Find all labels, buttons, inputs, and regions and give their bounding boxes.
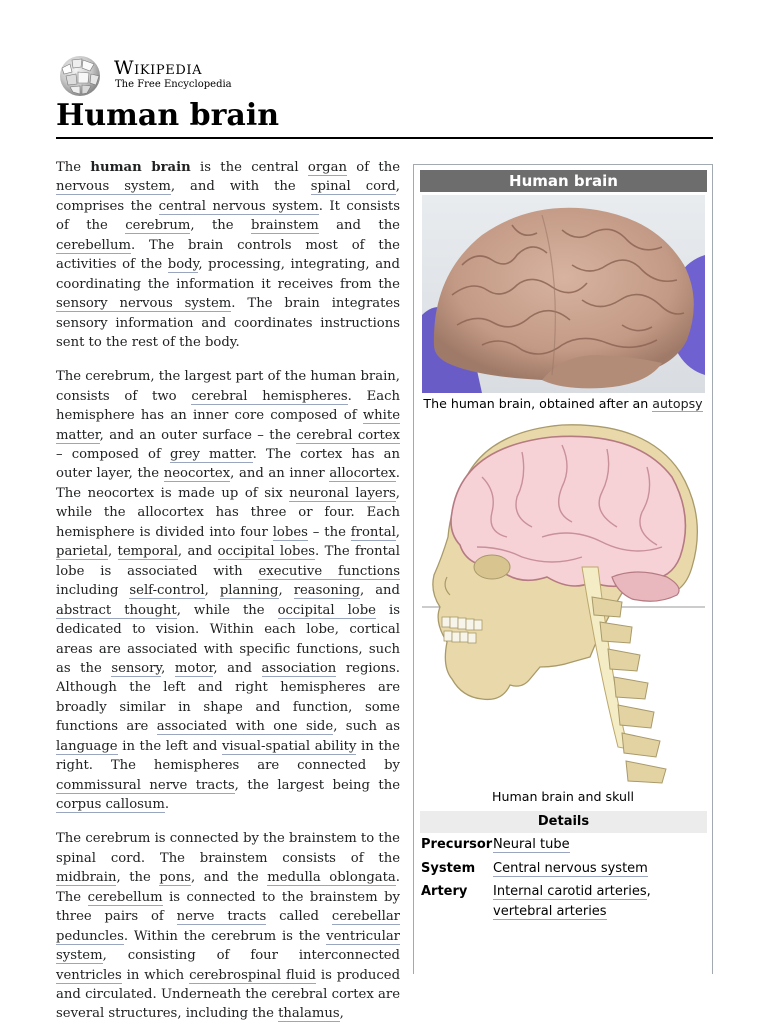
- text-run: , and: [360, 583, 400, 599]
- text-run: , consisting of four interconnected: [102, 948, 400, 964]
- cerebral-cortex-link[interactable]: cerebral cortex: [296, 427, 400, 443]
- photo-caption: [414, 396, 712, 412]
- lobes-link[interactable]: lobes: [272, 524, 308, 540]
- body-link[interactable]: body: [167, 257, 199, 273]
- nervous-system-link[interactable]: nervous system: [56, 179, 171, 195]
- text-run: in the left and: [117, 738, 222, 754]
- page-title: Human brain: [56, 98, 280, 133]
- text-run: is the central: [190, 160, 308, 175]
- text-run: The cerebrum, the largest part of the human brain, consists of two: [56, 369, 400, 404]
- text-run: is produced and circulated. Underneath the cerebral cortex are several structures, including the: [56, 967, 401, 1022]
- paragraph-brainstem: [56, 829, 400, 1024]
- cerebellum-link[interactable]: cerebellum: [87, 889, 163, 905]
- title-divider: [56, 137, 713, 139]
- corpus-callosum-link[interactable]: corpus callosum: [56, 797, 165, 813]
- bold-term: human brain: [90, 160, 191, 175]
- cerebrospinal-fluid-link[interactable]: cerebrospinal fluid: [189, 967, 316, 983]
- text-run: The cerebrum is connected by the brainstem to the spinal cord. The brainstem consists of the: [56, 831, 400, 866]
- text-run: ,: [108, 544, 118, 560]
- cerebellar-peduncles-link[interactable]: cerebellar peduncles: [56, 909, 400, 944]
- text-run: , while the allocortex has three or four. Each hemisphere is divided into four: [56, 485, 400, 540]
- motor-link[interactable]: motor: [174, 661, 214, 677]
- text-run: , such as: [333, 719, 400, 735]
- text-run: , and with the: [170, 179, 311, 195]
- infobox-title: Human brain: [420, 170, 707, 192]
- pons-link[interactable]: pons: [159, 870, 192, 886]
- text-run: . The brain controls most of the activities of the: [56, 237, 400, 273]
- text-run: ,: [278, 583, 294, 599]
- neuronal-layers-link[interactable]: neuronal layers: [289, 485, 396, 501]
- commissural-nerve-tracts-link[interactable]: commissural nerve tracts: [56, 777, 235, 793]
- text-run: , while the: [176, 602, 278, 618]
- sensory-link[interactable]: sensory: [111, 661, 162, 677]
- white-matter-link[interactable]: white matter: [56, 408, 400, 443]
- internal-carotid-arteries-link[interactable]: Internal carotid arteries: [493, 884, 647, 899]
- text-run: . The: [56, 870, 400, 905]
- text-run: . The cortex has an outer layer, the: [56, 447, 400, 482]
- executive-functions-link[interactable]: executive functions: [258, 563, 400, 579]
- association-link[interactable]: association: [261, 661, 337, 677]
- text-run: . The neocortex is made up of six: [56, 466, 400, 501]
- medulla-oblongata-link[interactable]: medulla oblongata: [267, 870, 396, 886]
- infobox: [413, 164, 713, 974]
- text-run: .: [164, 797, 170, 813]
- text-run: , and an inner: [230, 466, 330, 482]
- text-run: , and: [213, 661, 262, 677]
- site-header: [56, 54, 716, 94]
- paragraph-cerebrum: [56, 367, 400, 814]
- brain-skull-illustration[interactable]: [422, 417, 705, 789]
- neocortex-link[interactable]: neocortex: [163, 466, 231, 482]
- text-run: of the: [346, 160, 400, 175]
- text-run: ,: [339, 1006, 344, 1022]
- brain-photo[interactable]: [422, 195, 705, 393]
- midbrain-link[interactable]: midbrain: [56, 870, 117, 886]
- text-run: . It consists of the: [56, 198, 400, 234]
- parietal-link[interactable]: parietal: [56, 544, 109, 560]
- text-run: , and: [177, 544, 218, 560]
- text-run: , and the: [191, 870, 268, 886]
- nerve-tracts-link[interactable]: nerve tracts: [176, 909, 267, 925]
- cerebrum-link[interactable]: cerebrum: [125, 218, 191, 234]
- article-body: [56, 158, 400, 1024]
- text-run: – the: [307, 524, 351, 540]
- cerebellum-link[interactable]: cerebellum: [56, 237, 131, 253]
- row-label: Artery: [421, 884, 468, 899]
- photo-caption-text: The human brain, obtained after an: [423, 396, 653, 411]
- thalamus-link[interactable]: thalamus: [278, 1006, 340, 1022]
- abstract-thought-link[interactable]: abstract thought: [56, 602, 177, 618]
- ventricles-link[interactable]: ventricles: [56, 967, 122, 983]
- visual-spatial-ability-link[interactable]: visual-spatial ability: [221, 738, 357, 754]
- value-separator: ,: [646, 884, 651, 899]
- cerebral-hemispheres-link[interactable]: cerebral hemispheres: [191, 388, 348, 404]
- text-run: ,: [395, 524, 400, 540]
- occipital-lobe-link[interactable]: occipital lobe: [277, 602, 376, 618]
- text-run: called: [266, 909, 332, 925]
- text-run: . Within the cerebrum is the: [123, 928, 327, 944]
- central-nervous-system-link[interactable]: central nervous system: [158, 198, 319, 214]
- frontal-link[interactable]: frontal: [350, 524, 396, 540]
- row-label: Precursor: [421, 837, 493, 852]
- text-run: , comprises the: [56, 179, 400, 214]
- row-label: System: [421, 861, 476, 876]
- text-run: including: [56, 583, 130, 599]
- text-run: – composed of: [56, 447, 170, 463]
- text-run: , the: [116, 870, 160, 886]
- wikipedia-globe-logo[interactable]: [56, 54, 104, 98]
- text-run: in the right. The hemispheres are connected by: [56, 738, 400, 774]
- brainstem-link[interactable]: brainstem: [251, 218, 319, 234]
- allocortex-link[interactable]: allocortex: [329, 466, 396, 482]
- text-run: , the: [190, 218, 252, 234]
- illustration-caption: Human brain and skull: [492, 789, 634, 804]
- temporal-link[interactable]: temporal: [117, 544, 178, 560]
- text-run: ,: [204, 583, 220, 599]
- text-run: . The frontal lobe is associated with: [56, 544, 400, 579]
- sensory-nervous-system-link[interactable]: sensory nervous system: [56, 296, 232, 312]
- site-tagline: The Free Encyclopedia: [115, 79, 232, 90]
- text-run: and the: [318, 218, 400, 234]
- organ-link[interactable]: organ: [307, 160, 347, 175]
- self-control-link[interactable]: self-control: [129, 583, 205, 599]
- text-run: , processing, integrating, and coordinating the information it receives from the: [56, 257, 400, 292]
- paragraph-intro: [56, 158, 400, 353]
- text-run: is dedicated to vision. Within each lobe, cortical areas are associated with specific functions, such as the: [56, 602, 400, 677]
- associated-with-one-side-link[interactable]: associated with one side: [156, 719, 334, 735]
- text-run: . The brain integrates sensory information and coordinates instructions sent to the rest of the body.: [56, 296, 400, 351]
- grey-matter-link[interactable]: grey matter: [169, 447, 253, 463]
- text-run: . Each hemisphere has an inner core composed of: [56, 388, 400, 424]
- occipital-lobes-link[interactable]: occipital lobes: [217, 544, 316, 560]
- reasoning-link[interactable]: reasoning: [293, 583, 361, 599]
- spinal-cord-link[interactable]: spinal cord: [310, 179, 396, 195]
- text-run: regions. Although the left and right hemispheres are broadly similar in shape and function, some functions are: [56, 661, 400, 735]
- site-wordmark[interactable]: Wikipedia: [114, 57, 203, 79]
- text-run: , and an outer surface – the: [99, 427, 297, 443]
- text-run: The: [56, 160, 91, 175]
- text-run: ,: [161, 661, 175, 677]
- text-run: in which: [121, 967, 190, 983]
- central-nervous-system-link[interactable]: Central nervous system: [493, 861, 648, 876]
- text-run: , the largest being the: [234, 777, 401, 793]
- neural-tube-link[interactable]: Neural tube: [493, 837, 570, 852]
- ventricular-system-link[interactable]: ventricular system: [56, 928, 400, 964]
- vertebral-arteries-link[interactable]: vertebral arteries: [493, 904, 607, 919]
- planning-link[interactable]: planning: [219, 583, 279, 599]
- language-link[interactable]: language: [56, 738, 118, 754]
- text-run: is connected to the brainstem by three pairs of: [56, 889, 400, 925]
- autopsy-link[interactable]: autopsy: [652, 396, 703, 411]
- details-header: Details: [420, 811, 707, 833]
